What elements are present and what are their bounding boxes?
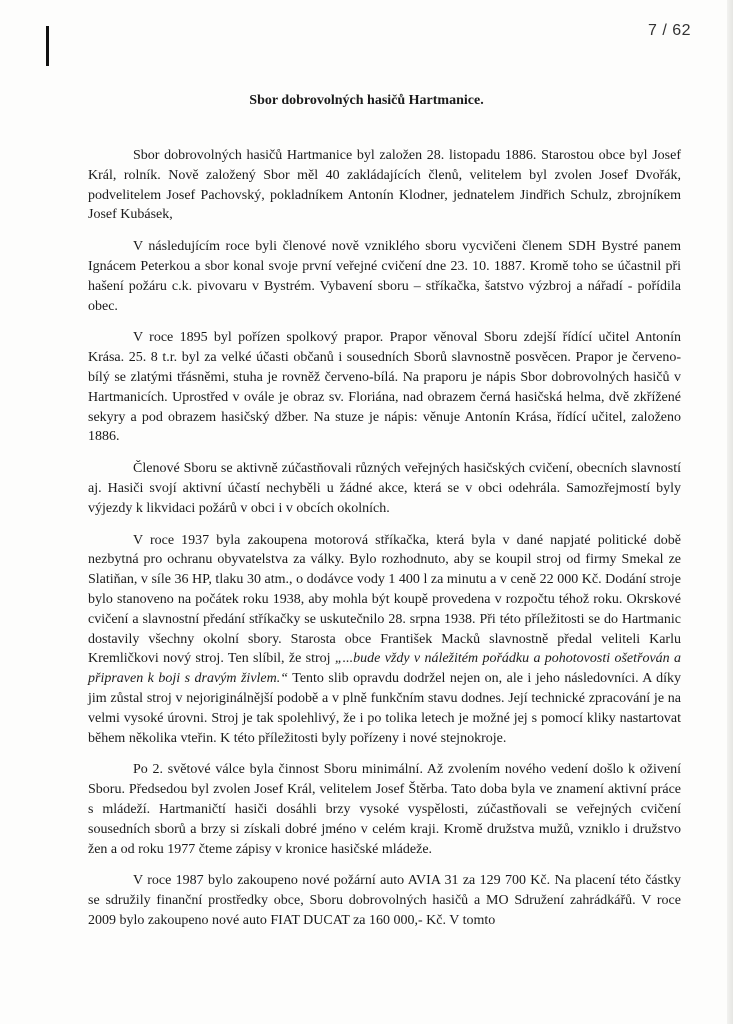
- margin-mark: [46, 26, 49, 66]
- document-title: Sbor dobrovolných hasičů Hartmanice.: [249, 93, 484, 108]
- paragraph: Po 2. světové válce byla činnost Sboru minimální. Až zvolením nového vedení došlo k oživení Sboru. Předsedou byl zvolen Josef Král, velitelem Josef Štěrba. Tato doba byla ve znamení aktivní práce s mládeží. Hartmaničtí hasiči dosáhli brzy vysoké vyspělosti, zúčastňovali se veřejných cvičení sousedních sborů a brzy si získali dobré jméno v celém kraji. Kromě družstva mužů, vzniklo i družstvo žen a od roku 1977 čteme zápisy v kronice hasičské mládeže.: [88, 762, 681, 857]
- quotation: „...bude vždy v náležitém pořádku a pohotovosti ošetřován a připraven k boji s dravým živlem.“: [88, 651, 681, 687]
- paragraph: V roce 1895 byl pořízen spolkový prapor. Prapor věnoval Sboru zdejší řídící učitel Antonín Krása. 25. 8 t.r. byl za velké účasti občanů i sousedních Sborů slavnostně posvěcen. Prapor je červeno-bílý se zlatými třásněmi, stuha je rovněž červeno-bílá. Na praporu je nápis Sbor dobrovolných hasičů v Hartmanicích. Uprostřed v ovále je obraz sv. Floriána, nad obrazem černá hasičská helma, dvě zkřížené sekyry a pod obrazem hasičský džber. Na stuze je nápis: věnuje Antonín Krása, řídící učitel, založeno 1886.: [88, 330, 681, 445]
- paragraph-text: Tento slib opravdu dodržel nejen on, ale i jeho následovníci. A díky jim zůstal stroj v nejoriginálnější podobě a v plně funkčním stavu dodnes. Její technické zpracování je na velmi vysoké úrovni. Stroj je tak spolehlivý, že i po tolika letech je možné jej s pomocí kliky nastartovat během několika vteřin. K této příležitosti byly pořízeny i nové stejnokroje.: [88, 671, 681, 746]
- page-counter: 7 / 62: [647, 22, 691, 39]
- paragraph: Sbor dobrovolných hasičů Hartmanice byl založen 28. listopadu 1886. Starostou obce byl Josef Král, rolník. Nově založený Sbor měl 40 zakládajících členů, velitelem byl zvolen Josef Dvořák, podvelitelem Josef Pachovský, pokladníkem Antonín Klodner, jednatelem Jindřich Schulz, zbrojníkem Josef Kubásek,: [88, 148, 681, 223]
- paragraph: [88, 531, 681, 749]
- scan-edge: [727, 0, 733, 1024]
- paragraph: Členové Sboru se aktivně zúčastňovali různých veřejných hasičských cvičení, obecních slavností aj. Hasiči svojí aktivní účastí nechyběli u žádné akce, která se v obci odehrála. Samozřejmostí byly výjezdy k likvidaci požárů v obci i v obcích okolních.: [88, 461, 681, 516]
- paragraph: V roce 1987 bylo zakoupeno nové požární auto AVIA 31 za 129 700 Kč. Na placení této částky se sdružily finanční prostředky obce, Sboru dobrovolných hasičů a MO Sdružení zahrádkářů. V roce 2009 bylo zakoupeno nové auto FIAT DUCAT za 160 000,- Kč. V tomto: [88, 873, 681, 928]
- paragraph: V následujícím roce byli členové nově vzniklého sboru vycvičeni členem SDH Bystré panem Ignácem Peterkou a sbor konal svoje první veřejné cvičení dne 23. 10. 1887. Kromě toho se účastnil při hašení požáru c.k. pivovaru v Bystrém. Vybavení sboru – stříkačka, šatstvo výzbroj a nářadí - pořídila obec.: [88, 239, 681, 314]
- document-body: [88, 146, 681, 943]
- paragraph-text: V roce 1937 byla zakoupena motorová stříkačka, která byla v dané napjaté politické době nezbytná pro ochranu obyvatelstva za války. Bylo rozhodnuto, aby se koupil stroj od firmy Smekal ze Slatiňan, v síle 36 HP, tlaku 30 atm., o dodávce vody 1 400 l za minutu a v ceně 22 000 Kč. Dodání stroje bylo stanoveno na počátek roku 1938, aby mohla být koupě provedena v rozpočtu téhož roku. Okrskové cvičení a slavnostní předání stříkačky se uskutečnilo 28. srpna 1938. Při této příležitosti se do Hartmanic dostavily všechny okolní sbory. Starosta obce František Macků slavnostně předal veliteli Karlu Kremličkovi nový stroj. Ten slíbil, že stroj: [88, 532, 681, 667]
